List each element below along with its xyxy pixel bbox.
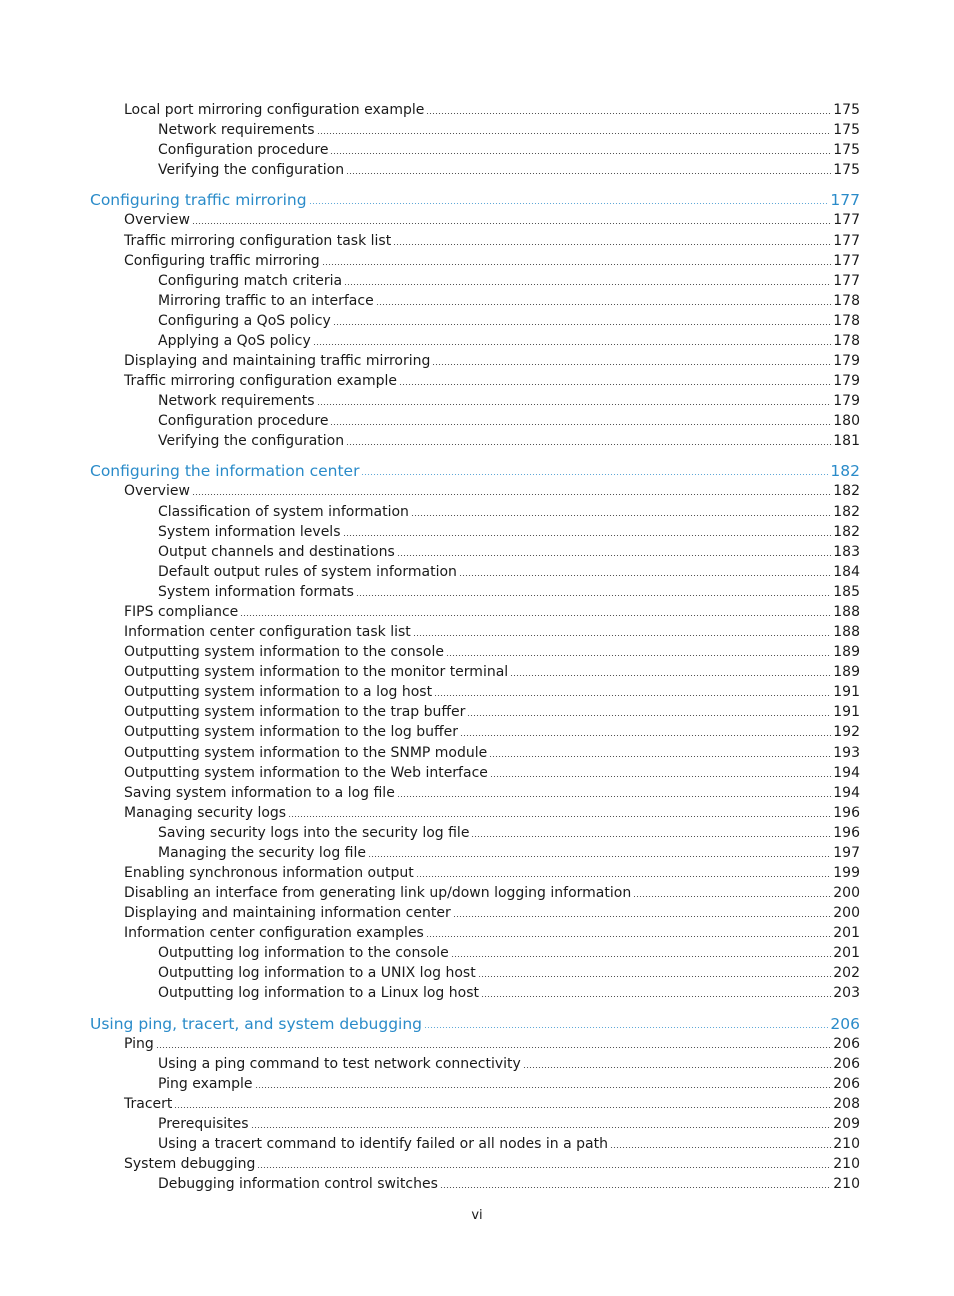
toc-leader-dots bbox=[192, 494, 831, 495]
toc-entry-page: 179 bbox=[833, 393, 860, 410]
toc-entry[interactable] bbox=[124, 210, 860, 230]
toc-entry[interactable] bbox=[124, 1094, 860, 1114]
toc-entry-title: Default output rules of system information bbox=[158, 563, 457, 580]
toc-entry-page: 177 bbox=[833, 212, 860, 229]
toc-entry-title: Information center configuration task list bbox=[124, 624, 411, 640]
toc-entry-page: 179 bbox=[833, 353, 860, 369]
toc-entry-title: Configuration procedure bbox=[158, 413, 329, 430]
toc-entry-title: Outputting system information to the Web interface bbox=[124, 764, 488, 781]
toc-entry-page: 182 bbox=[833, 523, 860, 540]
toc-entry-page: 177 bbox=[830, 191, 860, 210]
toc-entry-page: 178 bbox=[833, 312, 860, 329]
toc-entry[interactable] bbox=[124, 371, 860, 391]
toc-leader-dots bbox=[399, 384, 831, 385]
toc-leader-dots bbox=[309, 203, 829, 204]
toc-entry-title: Verifying the configuration bbox=[158, 162, 345, 179]
toc-entry[interactable] bbox=[124, 863, 860, 883]
toc-entry-title: Using a ping command to test network connectivity bbox=[158, 1055, 521, 1072]
toc-entry-page: 182 bbox=[830, 462, 860, 481]
toc-entry[interactable] bbox=[158, 1054, 860, 1074]
toc-entry-title: Enabling synchronous information output bbox=[124, 865, 414, 881]
toc-entry-page: 194 bbox=[833, 764, 860, 781]
toc-entry-page: 192 bbox=[833, 724, 860, 741]
toc-entry-title: Network requirements bbox=[158, 122, 315, 139]
toc-entry-title: FIPS compliance bbox=[124, 603, 239, 620]
toc-entry[interactable] bbox=[124, 662, 860, 682]
toc-entry[interactable] bbox=[124, 231, 860, 251]
toc-leader-dots bbox=[156, 1047, 831, 1048]
toc-entry[interactable] bbox=[158, 271, 860, 291]
toc-entry-page: 183 bbox=[833, 543, 860, 560]
toc-leader-dots bbox=[322, 264, 832, 265]
toc-entry[interactable] bbox=[158, 411, 860, 431]
toc-leader-dots bbox=[426, 936, 831, 937]
toc-entry-title: Displaying and maintaining information center bbox=[124, 905, 451, 922]
toc-entry[interactable] bbox=[158, 120, 860, 140]
toc-leader-dots bbox=[490, 776, 831, 777]
toc-entry-title: Tracert bbox=[124, 1095, 173, 1112]
toc-entry-title: Outputting system information to the monitor terminal bbox=[124, 664, 509, 681]
toc-entry-page: 189 bbox=[833, 664, 860, 681]
toc-entry-page: 177 bbox=[833, 272, 860, 289]
toc-entry[interactable] bbox=[158, 943, 860, 963]
toc-leader-dots bbox=[330, 153, 831, 154]
toc-entry[interactable] bbox=[124, 100, 860, 120]
toc-entry[interactable] bbox=[158, 311, 860, 331]
toc-leader-dots bbox=[446, 655, 831, 656]
toc-entry-page: 210 bbox=[833, 1156, 860, 1173]
toc-entry-page: 182 bbox=[833, 503, 860, 520]
toc-entry[interactable] bbox=[158, 331, 860, 351]
toc-leader-dots bbox=[610, 1147, 831, 1148]
toc-leader-dots bbox=[356, 595, 831, 596]
toc-entry[interactable] bbox=[124, 481, 860, 501]
toc-entry-title: Verifying the configuration bbox=[158, 433, 345, 450]
toc-entry-title: Configuring traffic mirroring bbox=[124, 252, 320, 269]
toc-leader-dots bbox=[333, 324, 831, 325]
toc-leader-dots bbox=[489, 756, 831, 757]
toc-entry[interactable] bbox=[158, 522, 860, 542]
toc-entry-title: Managing the security log file bbox=[158, 844, 366, 861]
toc-entry-title: Ping example bbox=[158, 1075, 253, 1092]
toc-entry-page: 182 bbox=[833, 483, 860, 500]
toc-entry-page: 177 bbox=[833, 232, 860, 249]
toc-entry[interactable] bbox=[124, 743, 860, 763]
toc-entry[interactable] bbox=[124, 783, 860, 803]
toc-leader-dots bbox=[471, 836, 831, 837]
toc-entry-page: 193 bbox=[833, 744, 860, 761]
toc-entry[interactable] bbox=[158, 582, 860, 602]
toc-entry[interactable] bbox=[158, 843, 860, 863]
toc-entry-title: Prerequisites bbox=[158, 1115, 249, 1132]
toc-entry[interactable] bbox=[124, 351, 860, 371]
toc-entry[interactable] bbox=[158, 1174, 860, 1194]
toc-entry-page: 181 bbox=[833, 433, 860, 450]
toc-entry-page: 175 bbox=[833, 102, 860, 118]
toc-entry[interactable] bbox=[158, 431, 860, 451]
toc-entry-page: 191 bbox=[833, 704, 860, 721]
toc-entry-title: Outputting system information to the console bbox=[124, 644, 444, 661]
toc-leader-dots bbox=[460, 735, 831, 736]
toc-entry[interactable] bbox=[124, 622, 860, 642]
toc-entry-page: 210 bbox=[833, 1176, 860, 1193]
toc-entry-page: 202 bbox=[833, 965, 860, 982]
toc-entry-page: 200 bbox=[833, 905, 860, 922]
toc-entry[interactable] bbox=[158, 1074, 860, 1094]
toc-entry-page: 206 bbox=[830, 1014, 860, 1033]
toc-entry[interactable] bbox=[124, 1034, 860, 1054]
toc-entry-page: 201 bbox=[833, 925, 860, 942]
toc-entry-title: Outputting system information to the trap buffer bbox=[124, 704, 466, 721]
toc-leader-dots bbox=[510, 675, 831, 676]
toc-entry-title: Outputting log information to the console bbox=[158, 945, 449, 962]
toc-leader-dots bbox=[397, 796, 831, 797]
toc-entry[interactable] bbox=[124, 722, 860, 742]
toc-leader-dots bbox=[393, 244, 831, 245]
toc-entry[interactable] bbox=[158, 983, 860, 1003]
toc-entry-page: 175 bbox=[833, 162, 860, 179]
toc-entry-page: 199 bbox=[833, 865, 860, 881]
toc-entry-title: Saving security logs into the security log file bbox=[158, 824, 470, 841]
toc-entry-title: System debugging bbox=[124, 1156, 256, 1173]
toc-entry[interactable] bbox=[158, 291, 860, 311]
toc-leader-dots bbox=[313, 344, 831, 345]
toc-leader-dots bbox=[368, 856, 831, 857]
toc-entry-title: Traffic mirroring configuration task list bbox=[124, 232, 392, 249]
toc-entry-page: 206 bbox=[833, 1035, 860, 1052]
toc-entry[interactable] bbox=[158, 1134, 860, 1154]
toc-entry-title: System information formats bbox=[158, 583, 354, 600]
toc-entry[interactable] bbox=[158, 502, 860, 522]
toc-entry-page: 196 bbox=[833, 824, 860, 841]
toc-entry[interactable] bbox=[158, 391, 860, 411]
toc-leader-dots bbox=[330, 424, 831, 425]
toc-leader-dots bbox=[376, 304, 832, 305]
toc-entry-title: Managing security logs bbox=[124, 804, 287, 821]
toc-entry-page: 210 bbox=[833, 1136, 860, 1152]
toc-leader-dots bbox=[317, 404, 832, 405]
toc-entry-title: Ping bbox=[124, 1035, 154, 1052]
toc-entry-page: 178 bbox=[833, 332, 860, 349]
toc-entry-title: Configuring a QoS policy bbox=[158, 312, 331, 329]
toc-leader-dots bbox=[255, 1087, 832, 1088]
toc-leader-dots bbox=[344, 284, 831, 285]
toc-entry-page: 177 bbox=[833, 252, 860, 269]
toc-leader-dots bbox=[192, 223, 831, 224]
toc-entry-title: Saving system information to a log file bbox=[124, 784, 395, 801]
toc-entry[interactable] bbox=[124, 883, 860, 903]
toc-leader-dots bbox=[251, 1127, 832, 1128]
toc-entry-title: Traffic mirroring configuration example bbox=[124, 373, 397, 389]
toc-chapter-entry[interactable] bbox=[90, 461, 860, 481]
toc-leader-dots bbox=[346, 444, 831, 445]
page-number: vi bbox=[471, 1208, 483, 1223]
toc-entry[interactable] bbox=[124, 903, 860, 923]
toc-leader-dots bbox=[426, 113, 831, 114]
toc-entry-title: Configuring traffic mirroring bbox=[90, 191, 307, 210]
toc-entry[interactable] bbox=[124, 682, 860, 702]
toc-leader-dots bbox=[343, 535, 832, 536]
toc-entry-title: Overview bbox=[124, 212, 190, 229]
toc-entry-page: 175 bbox=[833, 122, 860, 139]
toc-entry-title: Displaying and maintaining traffic mirroring bbox=[124, 353, 431, 369]
toc-leader-dots bbox=[453, 916, 832, 917]
toc-entry-page: 180 bbox=[833, 413, 860, 430]
toc-leader-dots bbox=[523, 1067, 831, 1068]
toc-entry-title: Classification of system information bbox=[158, 503, 409, 520]
toc-entry-page: 188 bbox=[833, 603, 860, 620]
toc-entry-page: 194 bbox=[833, 784, 860, 801]
toc-leader-dots bbox=[257, 1167, 831, 1168]
toc-entry-page: 200 bbox=[833, 885, 860, 901]
toc-leader-dots bbox=[478, 976, 832, 977]
toc-leader-dots bbox=[459, 575, 831, 576]
toc-entry-page: 185 bbox=[833, 583, 860, 600]
toc-entry[interactable] bbox=[158, 823, 860, 843]
toc-entry-page: 196 bbox=[833, 804, 860, 821]
toc-entry-title: Debugging information control switches bbox=[158, 1176, 438, 1193]
toc-entry-title: Outputting log information to a UNIX log host bbox=[158, 965, 476, 982]
toc-entry[interactable] bbox=[124, 602, 860, 622]
toc-entry-page: 208 bbox=[833, 1095, 860, 1112]
toc-entry-title: Disabling an interface from generating link up/down logging information bbox=[124, 885, 632, 901]
toc-entry-page: 175 bbox=[833, 142, 860, 159]
toc-leader-dots bbox=[424, 1027, 828, 1028]
toc-entry-title: Configuring the information center bbox=[90, 462, 360, 481]
toc-leader-dots bbox=[240, 615, 831, 616]
toc-entry-title: System information levels bbox=[158, 523, 341, 540]
toc-entry[interactable] bbox=[158, 542, 860, 562]
toc-chapter-entry[interactable] bbox=[90, 1014, 860, 1034]
toc-leader-dots bbox=[411, 515, 831, 516]
toc-entry-title: Overview bbox=[124, 483, 190, 500]
toc-leader-dots bbox=[434, 695, 831, 696]
toc-entry-title: Outputting log information to a Linux log host bbox=[158, 985, 479, 1002]
toc-leader-dots bbox=[346, 173, 831, 174]
toc-entry[interactable] bbox=[124, 702, 860, 722]
toc-leader-dots bbox=[633, 896, 831, 897]
toc-entry[interactable] bbox=[124, 642, 860, 662]
toc-entry-page: 203 bbox=[833, 985, 860, 1002]
toc-entry-title: Outputting system information to the log buffer bbox=[124, 724, 459, 741]
toc-entry-page: 179 bbox=[833, 373, 860, 389]
toc-leader-dots bbox=[432, 364, 831, 365]
toc-entry-title: Network requirements bbox=[158, 393, 315, 410]
toc-entry[interactable] bbox=[124, 763, 860, 783]
toc-entry-title: Output channels and destinations bbox=[158, 543, 395, 560]
toc-entry[interactable] bbox=[158, 140, 860, 160]
toc-entry-page: 197 bbox=[833, 844, 860, 861]
toc-entry-title: Information center configuration examples bbox=[124, 925, 424, 942]
toc-entry-page: 188 bbox=[833, 624, 860, 640]
toc-entry-page: 209 bbox=[833, 1115, 860, 1132]
toc-entry[interactable] bbox=[124, 251, 860, 271]
toc-entry-page: 184 bbox=[833, 563, 860, 580]
toc-entry-page: 189 bbox=[833, 644, 860, 661]
toc-entry-page: 206 bbox=[833, 1055, 860, 1072]
toc-leader-dots bbox=[413, 635, 831, 636]
toc-entry-title: Outputting system information to the SNMP module bbox=[124, 744, 488, 761]
toc-entry-page: 178 bbox=[833, 292, 860, 309]
toc-entry-page: 201 bbox=[833, 945, 860, 962]
toc-leader-dots bbox=[467, 715, 831, 716]
toc-entry-title: Local port mirroring configuration example bbox=[124, 102, 425, 118]
toc-leader-dots bbox=[174, 1107, 831, 1108]
toc-entry[interactable] bbox=[158, 1114, 860, 1134]
toc-entry[interactable] bbox=[158, 963, 860, 983]
toc-leader-dots bbox=[416, 876, 832, 877]
toc-entry-title: Configuration procedure bbox=[158, 142, 329, 159]
toc-entry-title: Outputting system information to a log host bbox=[124, 684, 433, 701]
toc-entry-title: Configuring match criteria bbox=[158, 272, 343, 289]
toc-entry[interactable] bbox=[158, 160, 860, 180]
toc-leader-dots bbox=[397, 555, 832, 556]
toc-entry-title: Applying a QoS policy bbox=[158, 332, 311, 349]
toc-leader-dots bbox=[481, 996, 831, 997]
toc-leader-dots bbox=[440, 1187, 831, 1188]
toc-entry-page: 206 bbox=[833, 1075, 860, 1092]
toc-entry[interactable] bbox=[158, 562, 860, 582]
toc-entry-title: Mirroring traffic to an interface bbox=[158, 292, 374, 309]
toc-leader-dots bbox=[317, 133, 832, 134]
toc-leader-dots bbox=[361, 474, 828, 475]
toc-entry[interactable] bbox=[124, 803, 860, 823]
toc-entry[interactable] bbox=[124, 1154, 860, 1174]
toc-entry[interactable] bbox=[124, 923, 860, 943]
toc-entry-title: Using a tracert command to identify failed or all nodes in a path bbox=[158, 1136, 608, 1152]
toc-chapter-entry[interactable] bbox=[90, 190, 860, 210]
toc-entry-title: Using ping, tracert, and system debugging bbox=[90, 1014, 423, 1033]
toc-entry-page: 191 bbox=[833, 684, 860, 701]
toc-leader-dots bbox=[451, 956, 832, 957]
toc-leader-dots bbox=[288, 816, 831, 817]
